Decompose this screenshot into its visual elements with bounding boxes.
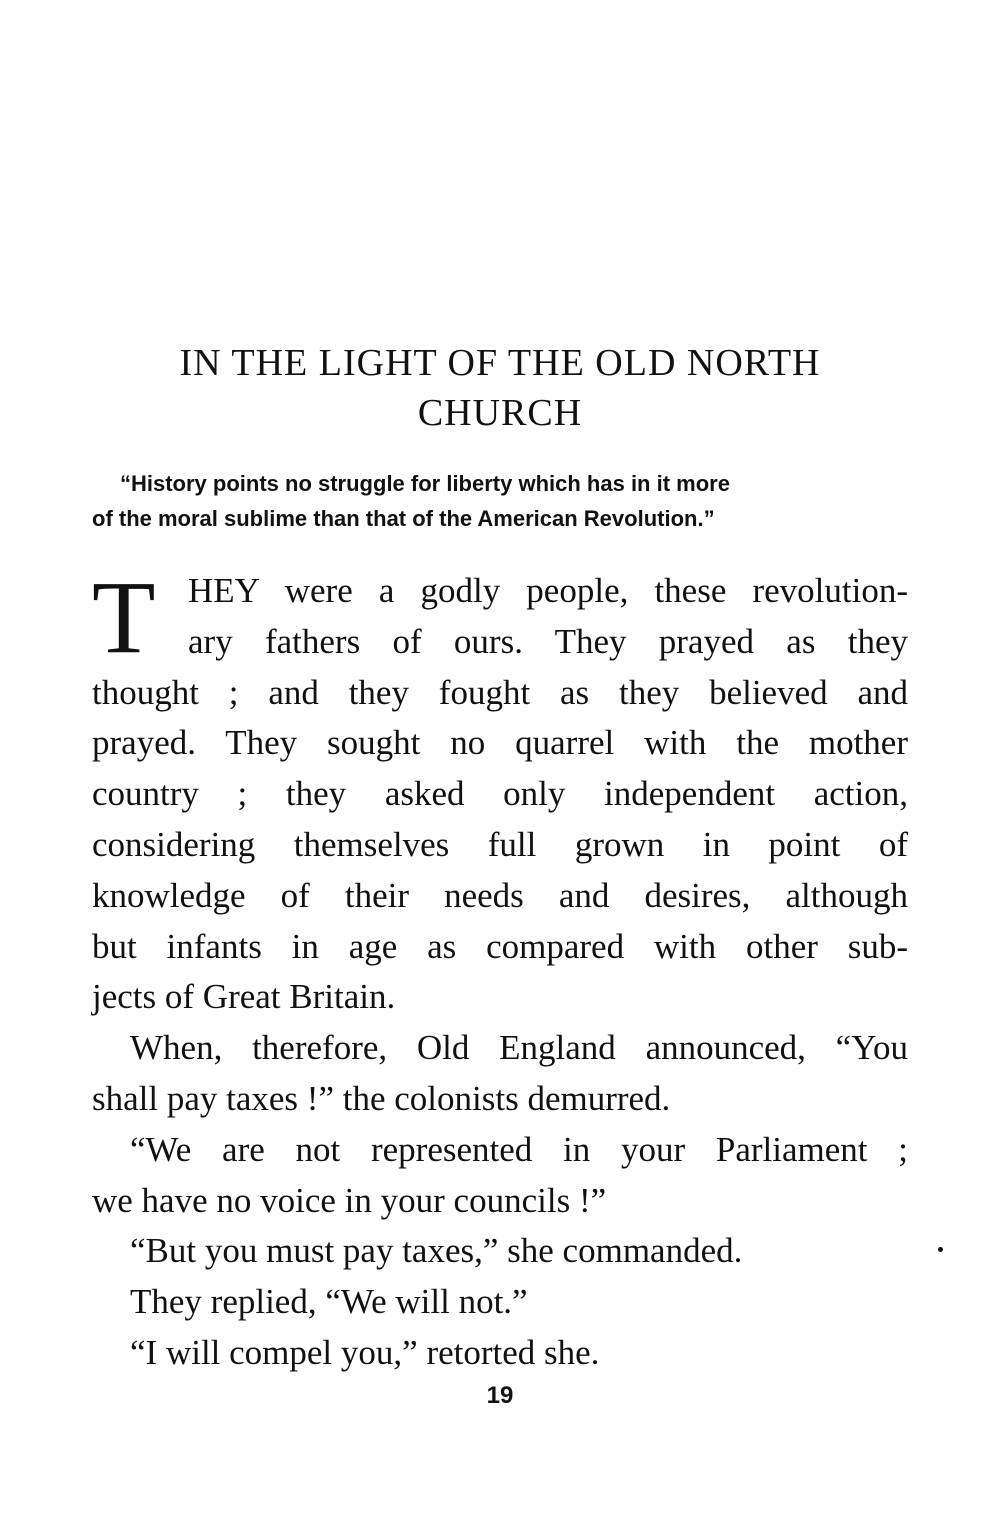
paragraph-1-line-5: country ; they asked only independent action, bbox=[92, 774, 908, 814]
paragraph-1-line-4: prayed. They sought no quarrel with the mother bbox=[92, 723, 908, 763]
epigraph-line-1: “History points no struggle for liberty which has in it more bbox=[120, 471, 730, 496]
stray-ink-dot bbox=[938, 1247, 943, 1252]
paragraph-2-line-1: When, therefore, Old England announced, “You bbox=[130, 1028, 908, 1068]
paragraph-1-line-1: HEY were a godly people, these revolution- bbox=[188, 571, 908, 610]
drop-cap: T bbox=[92, 560, 156, 675]
page-number: 19 bbox=[486, 1382, 514, 1409]
paragraph-4: “But you must pay taxes,” she commanded. bbox=[130, 1231, 743, 1271]
paragraph-1-line-3: thought ; and they fought as they believed and bbox=[92, 672, 908, 712]
paragraph-1-line-8: but infants in age as compared with other sub- bbox=[92, 926, 908, 966]
epigraph-line-2: of the moral sublime than that of the American Revolution.” bbox=[92, 506, 715, 531]
paragraph-2-line-2: shall pay taxes !” the colonists demurred. bbox=[92, 1078, 671, 1118]
paragraph-3-line-2: we have no voice in your councils !” bbox=[92, 1180, 607, 1220]
paragraph-1-line-9: jects of Great Britain. bbox=[92, 977, 396, 1017]
paragraph-5: They replied, “We will not.” bbox=[130, 1282, 528, 1322]
paragraph-1-line-2: ary fathers of ours. They prayed as they bbox=[188, 621, 908, 661]
chapter-title-line-2: CHURCH bbox=[417, 392, 583, 434]
paragraph-3-line-1: “We are not represented in your Parliament ; bbox=[130, 1129, 908, 1169]
chapter-title bbox=[92, 338, 908, 438]
paragraph-1-line-7: knowledge of their needs and desires, although bbox=[92, 875, 908, 915]
epigraph-quote bbox=[92, 466, 908, 536]
paragraph-1-line-6: considering themselves full grown in point of bbox=[92, 824, 908, 864]
chapter-title-line-1: IN THE LIGHT OF THE OLD NORTH bbox=[179, 342, 821, 384]
paragraph-6: “I will compel you,” retorted she. bbox=[130, 1332, 600, 1372]
body-text bbox=[92, 560, 908, 1379]
